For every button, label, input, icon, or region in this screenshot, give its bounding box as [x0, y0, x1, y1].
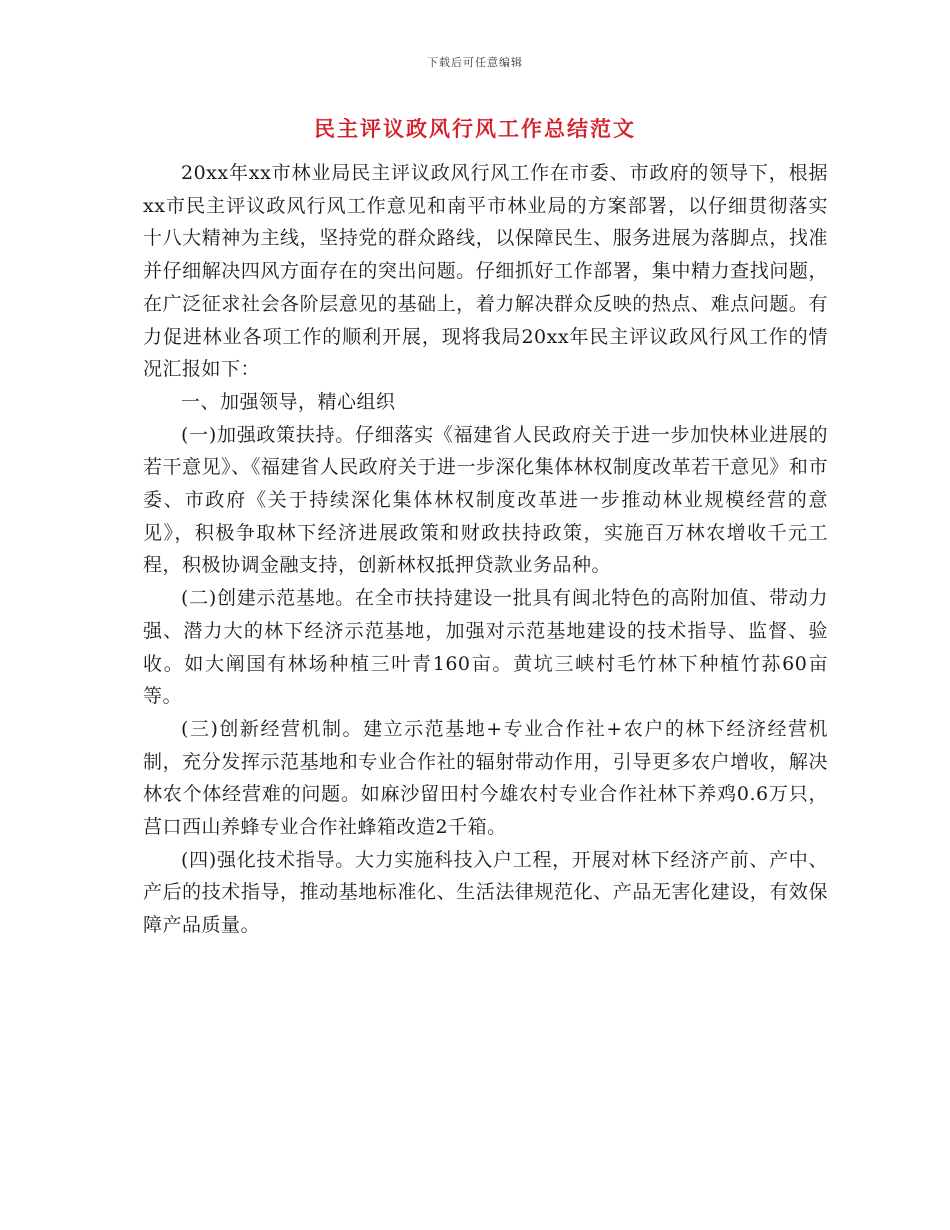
paragraph-intro: 20xx年xx市林业局民主评议政风行风工作在市委、市政府的领导下，根据xx市民主评议政风行风工作意见和南平市林业局的方案部署，以仔细贯彻落实十八大精神为主线，坚持党的群众路线，以保障民生、服务进展为落脚点，找准并仔细解决四风方面存在的突出问题。仔细抓好工作部署，集中精力查找问题，在广泛征求社会各阶层意见的基础上，着力解决群众反映的热点、难点问题。有力促进林业各项工作的顺利开展，现将我局20xx年民主评议政风行风工作的情况汇报如下：	[143, 162, 828, 381]
paragraph-policy-support: (一)加强政策扶持。仔细落实《福建省人民政府关于进一步加快林业进展的若干意见》、《福建省人民政府关于进一步深化集体林权制度改革若干意见》和市委、市政府《关于持续深化集体林权制度改革进一步推动林业规模经营的意见》，积极争取林下经济进展政策和财政扶持政策，实施百万林农增收千元工程，积极协调金融支持，创新林权抵押贷款业务品种。	[143, 423, 828, 577]
document-body	[143, 157, 828, 942]
header-note: 下载后可任意编辑	[427, 56, 523, 69]
paragraph-demo-base: (二)创建示范基地。在全市扶持建设一批具有闽北特色的高附加值、带动力强、潜力大的林下经济示范基地，加强对示范基地建设的技术指导、监督、验收。如大阐国有林场种植三叶青160亩。黄坑三峡村毛竹林下种植竹荪60亩等。	[143, 587, 828, 708]
document-title: 民主评议政风行风工作总结范文	[314, 116, 636, 141]
section-heading-1: 一、加强领导，精心组织	[181, 390, 396, 413]
paragraph-operation-mechanism: (三)创新经营机制。建立示范基地+专业合作社+农户的林下经济经营机制，充分发挥示范基地和专业合作社的辐射带动作用，引导更多农户增收，解决林农个体经营难的问题。如麻沙留田村今雄农村专业合作社林下养鸡0.6万只，莒口西山养蜂专业合作社蜂箱改造2千箱。	[143, 717, 828, 839]
paragraph-technical-guidance: (四)强化技术指导。大力实施科技入户工程，开展对林下经济产前、产中、产后的技术指导，推动基地标准化、生活法律规范化、产品无害化建设，有效保障产品质量。	[143, 848, 828, 937]
